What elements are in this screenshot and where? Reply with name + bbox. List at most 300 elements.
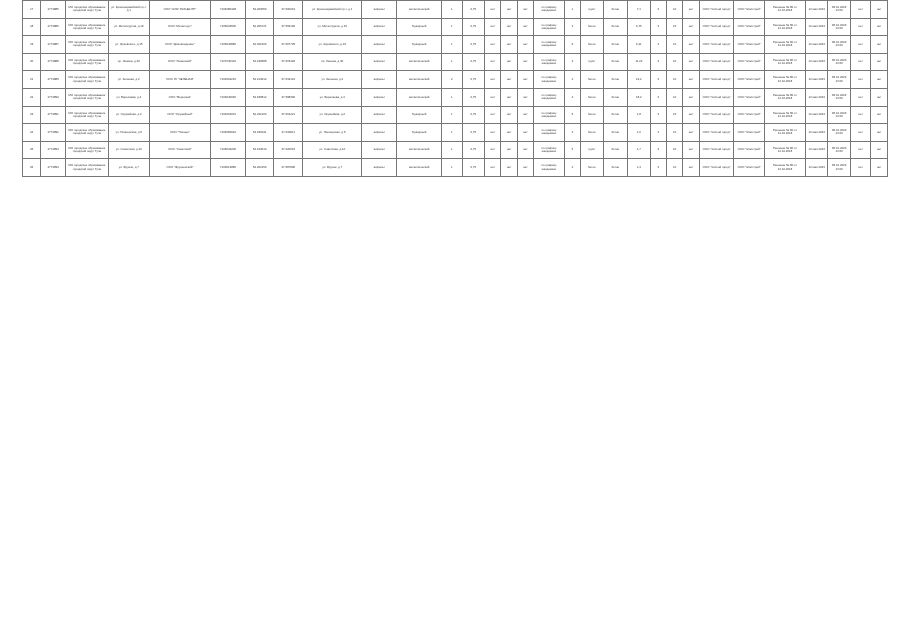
cell-place: пр. Ленина, д.40	[303, 53, 362, 71]
cell-k: нет	[850, 18, 870, 36]
cell-g: 1,8	[628, 106, 650, 124]
cell-a: нет	[485, 88, 501, 106]
cell-sched: по графику ежедневно	[534, 1, 565, 19]
cell-org: МО городское образование городской округ Тула	[65, 124, 108, 142]
cell-mgr: ООО "Чистый город"	[699, 36, 734, 54]
cell-lon: 37.587890	[274, 159, 303, 177]
cell-c: нет	[517, 18, 533, 36]
cell-k: нет	[850, 106, 870, 124]
cell-i: 10	[666, 124, 682, 142]
cell-kind: металлический	[397, 71, 442, 89]
table-row	[23, 159, 888, 177]
cell-e: грунт	[581, 141, 603, 159]
cell-lat: 54.214612	[245, 71, 274, 89]
cell-edit: 05.10.2023 13:00	[828, 106, 850, 124]
cell-date: 12 мая 2023	[805, 71, 827, 89]
cell-addr: ул. Оружейная, д.2	[108, 106, 149, 124]
cell-kind: бункерный	[397, 18, 442, 36]
cell-mgr: ООО "Чистый город"	[699, 71, 734, 89]
cell-owner: ООО "Домовладение"	[149, 36, 210, 54]
cell-g: 18,2	[628, 88, 650, 106]
cell-k: нет	[850, 71, 870, 89]
table-row	[23, 18, 888, 36]
cell-reg: Решение № 80 от 12.10.2018	[765, 141, 806, 159]
cell-id: 4774885	[41, 1, 66, 19]
cell-a: нет	[485, 53, 501, 71]
cell-edit: 05.10.2023 13:00	[828, 36, 850, 54]
cell-i: 10	[666, 159, 682, 177]
cell-owner: ООО "Фрунзенский"	[149, 159, 210, 177]
cell-n: 20	[23, 53, 41, 71]
cell-addr: ул. Вересаева, д.4	[108, 88, 149, 106]
cell-place: ул. Зеленая, д.2	[303, 71, 362, 89]
cell-cnt: 1	[442, 1, 462, 19]
cell-uk: ООО "Жилстрой"	[734, 36, 765, 54]
cell-reg: Решение № 80 от 12.10.2018	[765, 36, 806, 54]
cell-cnt: 1	[442, 141, 462, 159]
cell-reg: Решение № 80 от 12.10.2018	[765, 53, 806, 71]
cell-i: 10	[666, 71, 682, 89]
cell-cnt: 1	[442, 88, 462, 106]
cell-g: 1,3	[628, 159, 650, 177]
cell-a: нет	[485, 159, 501, 177]
cell-g: 11,22	[628, 53, 650, 71]
cell-place: ул. Фрунзе, д.7	[303, 159, 362, 177]
cell-uk: ООО "Жилстрой"	[734, 124, 765, 142]
cell-m: нет	[871, 18, 888, 36]
cell-vol: 0,75	[462, 1, 484, 19]
cell-uk: ООО "Жилстрой"	[734, 159, 765, 177]
cell-id: 4774893	[41, 141, 66, 159]
cell-j: нет	[683, 141, 699, 159]
cell-cnt: 1	[442, 124, 462, 142]
cell-surf: асфальт	[362, 71, 397, 89]
cell-a: нет	[485, 18, 501, 36]
cell-g: 6,21	[628, 36, 650, 54]
cell-m: нет	[871, 159, 888, 177]
cell-org: МО городское образование городской округ Тула	[65, 159, 108, 177]
cell-date: 12 мая 2023	[805, 88, 827, 106]
cell-m: нет	[871, 71, 888, 89]
table-row	[23, 1, 888, 19]
cell-reg: Решение № 80 от 12.10.2018	[765, 18, 806, 36]
cell-j: нет	[683, 1, 699, 19]
cell-lat: 54.222100	[245, 106, 274, 124]
cell-d: 5	[564, 141, 580, 159]
cell-addr: ул. Жуковского, д.15	[108, 36, 149, 54]
cell-mgr: ООО "Чистый город"	[699, 53, 734, 71]
cell-b: нет	[501, 18, 517, 36]
cell-c: нет	[517, 106, 533, 124]
cell-lat: 54.189011	[245, 124, 274, 142]
cell-n: 26	[23, 159, 41, 177]
cell-kind: металлический	[397, 141, 442, 159]
cell-date: 12 мая 2023	[805, 53, 827, 71]
cell-k: нет	[850, 88, 870, 106]
cell-place: ул. Пионерская, д.5	[303, 124, 362, 142]
cell-vol: 0,75	[462, 124, 484, 142]
cell-cnt: 1	[442, 159, 462, 177]
cell-i: 10	[666, 1, 682, 19]
cell-place: ул. Вересаева, д.4	[303, 88, 362, 106]
cell-g: 1,6	[628, 124, 650, 142]
cell-k: нет	[850, 141, 870, 159]
cell-lon: 37.640011	[274, 124, 303, 142]
cell-n: 24	[23, 124, 41, 142]
cell-c: нет	[517, 141, 533, 159]
cell-kind: металлический	[397, 88, 442, 106]
cell-kind: бункерный	[397, 124, 442, 142]
cell-h: 3	[650, 159, 666, 177]
table-row	[23, 36, 888, 54]
cell-mgr: ООО "Чистый город"	[699, 141, 734, 159]
cell-m: нет	[871, 53, 888, 71]
cell-owner: ООО "Советский"	[149, 141, 210, 159]
cell-place: ул. Жуковского, д.15	[303, 36, 362, 54]
cell-owner: ООО "Ленинский"	[149, 53, 210, 71]
cell-lat: 54.190588	[245, 53, 274, 71]
registry-page	[22, 0, 888, 640]
cell-m: нет	[871, 88, 888, 106]
cell-sched: по графику ежедневно	[534, 18, 565, 36]
cell-sched: по графику ежедневно	[534, 141, 565, 159]
cell-m: нет	[871, 106, 888, 124]
cell-edit: 05.10.2023 13:00	[828, 71, 850, 89]
cell-lon: 37.598300	[274, 88, 303, 106]
cell-h: 3	[650, 88, 666, 106]
cell-vol: 0,75	[462, 18, 484, 36]
table-row	[23, 53, 888, 71]
cell-d: 4	[564, 18, 580, 36]
cell-j: нет	[683, 71, 699, 89]
cell-edit: 05.10.2023 13:00	[828, 1, 850, 19]
cell-d: 4	[564, 71, 580, 89]
cell-c: нет	[517, 159, 533, 177]
cell-id: 4774891	[41, 106, 66, 124]
cell-lat: 54.206721	[245, 18, 274, 36]
cell-e: бетон	[581, 159, 603, 177]
cell-surf: асфальт	[362, 106, 397, 124]
cell-inn: 7104080428	[211, 1, 246, 19]
cell-j: нет	[683, 106, 699, 124]
cell-h: 3	[650, 106, 666, 124]
cell-uk: ООО "Жилстрой"	[734, 1, 765, 19]
cell-d: 1	[564, 1, 580, 19]
cell-owner: ООО "Металлург"	[149, 18, 210, 36]
cell-n: 18	[23, 18, 41, 36]
cell-k: нет	[850, 1, 870, 19]
cell-a: нет	[485, 141, 501, 159]
cell-sched: по графику ежедневно	[534, 124, 565, 142]
cell-mgr: ООО "Чистый город"	[699, 1, 734, 19]
cell-kind: бункерный	[397, 106, 442, 124]
cell-id: 4774886	[41, 18, 66, 36]
cell-addr: пр. Ленина, д.40	[108, 53, 149, 71]
cell-org: МО городское образование городской округ Тула	[65, 36, 108, 54]
cell-surf: асфальт	[362, 18, 397, 36]
cell-mgr: ООО "Чистый город"	[699, 159, 734, 177]
cell-org: МО городское образование городской округ Тула	[65, 106, 108, 124]
cell-e: бетон	[581, 71, 603, 89]
cell-date: 12 мая 2023	[805, 36, 827, 54]
cell-id: 4774887	[41, 36, 66, 54]
cell-e: бетон	[581, 18, 603, 36]
cell-c: нет	[517, 53, 533, 71]
cell-f: бетон	[603, 88, 628, 106]
cell-surf: асфальт	[362, 1, 397, 19]
cell-vol: 0,75	[462, 106, 484, 124]
cell-k: нет	[850, 36, 870, 54]
cell-kind: металлический	[397, 1, 442, 19]
cell-c: нет	[517, 71, 533, 89]
cell-k: нет	[850, 159, 870, 177]
cell-f: бетон	[603, 71, 628, 89]
cell-edit: 05.10.2023 13:00	[828, 53, 850, 71]
cell-h: 3	[650, 18, 666, 36]
cell-date: 12 мая 2023	[805, 106, 827, 124]
cell-edit: 05.10.2023 13:00	[828, 88, 850, 106]
cell-g: 7,1	[628, 1, 650, 19]
cell-vol: 0,75	[462, 36, 484, 54]
cell-date: 12 мая 2023	[805, 159, 827, 177]
cell-sched: по графику ежедневно	[534, 88, 565, 106]
cell-inn: 7104062001	[211, 106, 246, 124]
cell-h: 3	[650, 36, 666, 54]
cell-org: МО городское образование городской округ Тула	[65, 18, 108, 36]
cell-n: 17	[23, 1, 41, 19]
cell-b: нет	[501, 88, 517, 106]
cell-c: нет	[517, 1, 533, 19]
cell-id: 4774889	[41, 71, 66, 89]
cell-sched: по графику ежедневно	[534, 53, 565, 71]
cell-lon: 37.601221	[274, 106, 303, 124]
cell-addr: ул. Металлургов, д.19	[108, 18, 149, 36]
cell-cnt: 1	[442, 18, 462, 36]
cell-cnt: 1	[442, 53, 462, 71]
cell-c: нет	[517, 88, 533, 106]
cell-f: бетон	[603, 106, 628, 124]
cell-uk: ООО "Жилстрой"	[734, 18, 765, 36]
cell-sched: по графику ежедневно	[534, 159, 565, 177]
cell-a: нет	[485, 36, 501, 54]
cell-surf: асфальт	[362, 36, 397, 54]
cell-inn: 7106042200	[211, 141, 246, 159]
cell-id: 4774892	[41, 124, 66, 142]
cell-inn: 7106034500	[211, 18, 246, 36]
cell-inn: 7104062210	[211, 71, 246, 89]
cell-g: 6,75	[628, 18, 650, 36]
cell-inn: 7106012880	[211, 159, 246, 177]
cell-edit: 05.10.2023 13:00	[828, 141, 850, 159]
cell-place: ул. Красноармейский пр-т, д.1	[303, 1, 362, 19]
cell-org: МО городское образование городской округ Тула	[65, 1, 108, 19]
cell-f: бетон	[603, 18, 628, 36]
cell-n: 21	[23, 71, 41, 89]
cell-edit: 05.10.2023 13:00	[828, 124, 850, 142]
cell-e: грунт	[581, 1, 603, 19]
cell-f: бетон	[603, 159, 628, 177]
cell-b: нет	[501, 141, 517, 159]
cell-mgr: ООО "Чистый город"	[699, 18, 734, 36]
cell-date: 12 мая 2023	[805, 1, 827, 19]
cell-reg: Решение № 80 от 12.10.2018	[765, 1, 806, 19]
table-row	[23, 106, 888, 124]
cell-d: 3	[564, 53, 580, 71]
table-row	[23, 71, 888, 89]
cell-j: нет	[683, 159, 699, 177]
cell-surf: асфальт	[362, 141, 397, 159]
cell-i: 10	[666, 141, 682, 159]
cell-vol: 0,75	[462, 88, 484, 106]
cell-cnt: 1	[442, 106, 462, 124]
cell-edit: 05.10.2023 13:00	[828, 18, 850, 36]
cell-b: нет	[501, 36, 517, 54]
cell-i: 10	[666, 18, 682, 36]
cell-addr: ул. Красноармейский пр-т, д.1	[108, 1, 149, 19]
cell-lon: 37.607735	[274, 36, 303, 54]
cell-d: 5	[564, 106, 580, 124]
cell-h: 3	[650, 71, 666, 89]
cell-owner: ООО "ЖЭУ-ТЕХЦЕНТР"	[149, 1, 210, 19]
cell-surf: асфальт	[362, 159, 397, 177]
cell-sched: по графику ежедневно	[534, 36, 565, 54]
cell-owner: ООО УК "ЗЕЛЕНАЯ"	[149, 71, 210, 89]
cell-cnt: 1	[442, 36, 462, 54]
cell-uk: ООО "Жилстрой"	[734, 88, 765, 106]
cell-inn: 7107040410	[211, 53, 246, 71]
cell-owner: ООО "Вересаев"	[149, 88, 210, 106]
cell-i: 10	[666, 88, 682, 106]
cell-g: 1,7	[628, 141, 650, 159]
cell-surf: асфальт	[362, 88, 397, 106]
cell-vol: 0,75	[462, 159, 484, 177]
cell-lon: 37.593100	[274, 18, 303, 36]
cell-n: 22	[23, 88, 41, 106]
cell-mgr: ООО "Чистый город"	[699, 124, 734, 142]
cell-mgr: ООО "Чистый город"	[699, 88, 734, 106]
cell-b: нет	[501, 1, 517, 19]
cell-owner: ООО "Пионер"	[149, 124, 210, 142]
cell-id: 4774888	[41, 53, 66, 71]
cell-lat: 54.201600	[245, 36, 274, 54]
cell-c: нет	[517, 36, 533, 54]
cell-e: бетон	[581, 124, 603, 142]
cell-id: 4774890	[41, 88, 66, 106]
cell-b: нет	[501, 71, 517, 89]
cell-uk: ООО "Жилстрой"	[734, 53, 765, 71]
cell-cnt: 2	[442, 71, 462, 89]
cell-f: бетон	[603, 53, 628, 71]
cell-f: бетон	[603, 36, 628, 54]
cell-place: ул. Металлургов, д.19	[303, 18, 362, 36]
cell-lat: 54.203050	[245, 1, 274, 19]
cell-n: 25	[23, 141, 41, 159]
cell-vol: 0,75	[462, 53, 484, 71]
cell-i: 10	[666, 36, 682, 54]
cell-owner: ООО "Оружейный"	[149, 106, 210, 124]
cell-e: грунт	[581, 53, 603, 71]
cell-j: нет	[683, 53, 699, 71]
cell-n: 23	[23, 106, 41, 124]
cell-kind: металлический	[397, 53, 442, 71]
cell-d: 6	[564, 36, 580, 54]
cell-d: 4	[564, 124, 580, 142]
cell-e: бетон	[581, 106, 603, 124]
cell-mgr: ООО "Чистый город"	[699, 106, 734, 124]
cell-lat: 54.194010	[245, 141, 274, 159]
cell-b: нет	[501, 53, 517, 71]
cell-m: нет	[871, 1, 888, 19]
cell-reg: Решение № 80 от 12.10.2018	[765, 124, 806, 142]
cell-addr: ул. Пионерская, д.5	[108, 124, 149, 142]
cell-b: нет	[501, 124, 517, 142]
cell-vol: 0,75	[462, 71, 484, 89]
container-site-registry-table	[22, 0, 888, 177]
cell-h: 3	[650, 53, 666, 71]
cell-date: 12 мая 2023	[805, 18, 827, 36]
cell-vol: 0,75	[462, 141, 484, 159]
cell-j: нет	[683, 36, 699, 54]
cell-k: нет	[850, 53, 870, 71]
cell-j: нет	[683, 18, 699, 36]
cell-lon: 37.632101	[274, 71, 303, 89]
cell-id: 4774894	[41, 159, 66, 177]
cell-org: МО городское образование городской округ Тула	[65, 141, 108, 159]
cell-g: 19,2	[628, 71, 650, 89]
cell-m: нет	[871, 124, 888, 142]
cell-org: МО городское образование городской округ Тула	[65, 88, 108, 106]
cell-b: нет	[501, 159, 517, 177]
cell-c: нет	[517, 124, 533, 142]
cell-kind: металлический	[397, 159, 442, 177]
cell-j: нет	[683, 124, 699, 142]
cell-n: 19	[23, 36, 41, 54]
cell-i: 10	[666, 106, 682, 124]
cell-h: 3	[650, 124, 666, 142]
cell-lat: 54.203150	[245, 159, 274, 177]
cell-lon: 37.620016	[274, 141, 303, 159]
cell-k: нет	[850, 124, 870, 142]
cell-b: нет	[501, 106, 517, 124]
cell-edit: 05.10.2023 13:00	[828, 159, 850, 177]
table-row	[23, 88, 888, 106]
cell-m: нет	[871, 141, 888, 159]
cell-d: 4	[564, 159, 580, 177]
cell-inn: 7106040030	[211, 88, 246, 106]
cell-sched: по графику ежедневно	[534, 106, 565, 124]
cell-sched: по графику ежедневно	[534, 71, 565, 89]
cell-date: 12 мая 2023	[805, 124, 827, 142]
cell-d: 4	[564, 88, 580, 106]
cell-e: бетон	[581, 88, 603, 106]
cell-uk: ООО "Жилстрой"	[734, 106, 765, 124]
cell-h: 3	[650, 1, 666, 19]
cell-surf: асфальт	[362, 124, 397, 142]
cell-reg: Решение № 80 от 12.10.2018	[765, 106, 806, 124]
cell-f: бетон	[603, 1, 628, 19]
cell-place: ул. Советская, д.10	[303, 141, 362, 159]
cell-inn: 7105040880	[211, 36, 246, 54]
cell-date: 12 мая 2023	[805, 141, 827, 159]
cell-i: 10	[666, 53, 682, 71]
cell-uk: ООО "Жилстрой"	[734, 141, 765, 159]
cell-org: МО городское образование городской округ Тула	[65, 53, 108, 71]
cell-inn: 7104050910	[211, 124, 246, 142]
registry-rows	[23, 1, 888, 177]
cell-place: ул. Оружейная, д.2	[303, 106, 362, 124]
cell-h: 3	[650, 141, 666, 159]
cell-org: МО городское образование городской округ Тула	[65, 71, 108, 89]
